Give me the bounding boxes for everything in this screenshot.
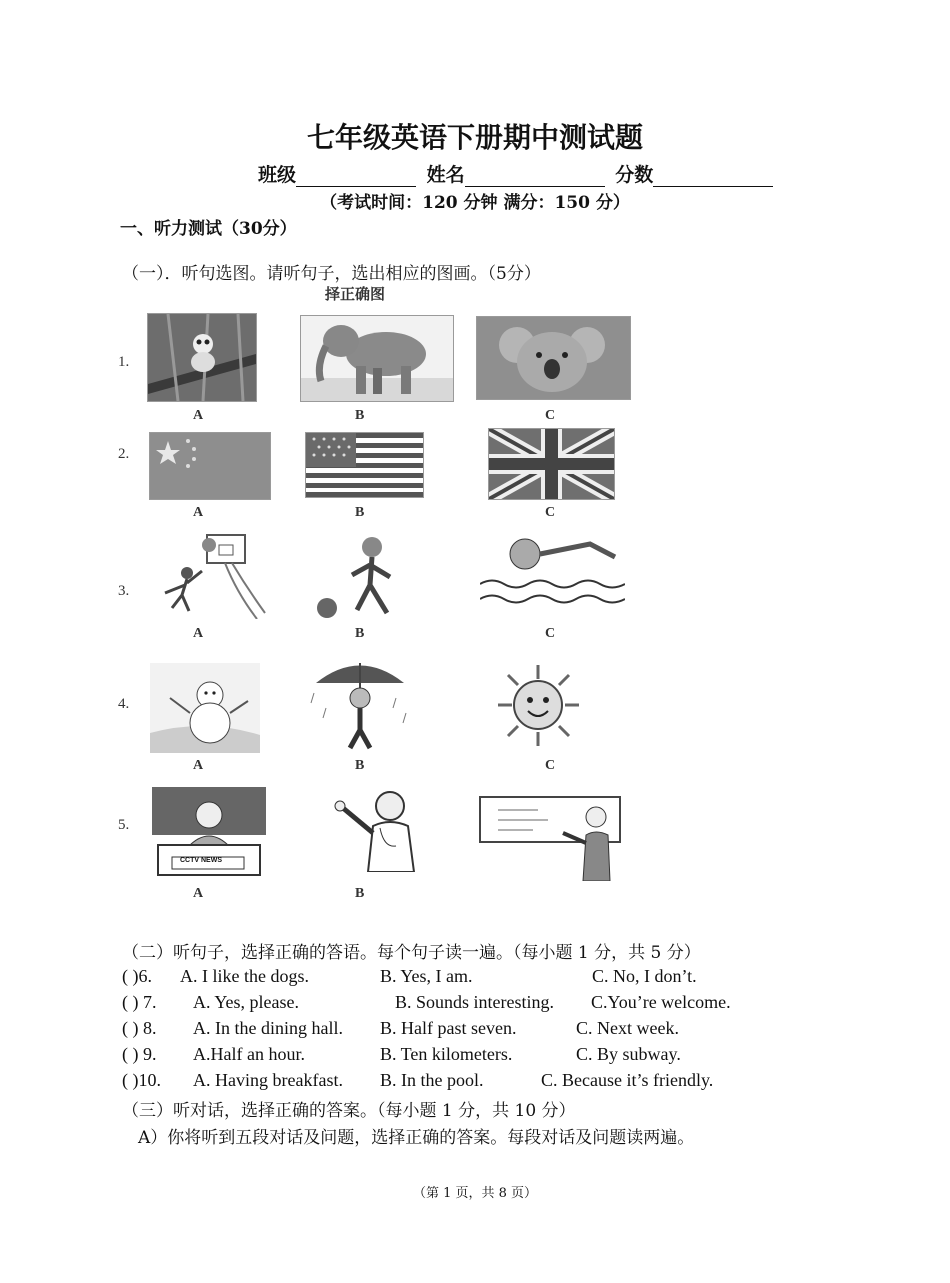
koala-icon[interactable] (476, 316, 631, 400)
name-blank (465, 166, 605, 187)
option-a[interactable]: A.Half an hour. (193, 1044, 305, 1064)
option-c[interactable]: C. By subway. (576, 1044, 681, 1064)
umbrella-rain-icon[interactable] (306, 658, 414, 750)
option-c[interactable]: C. Because it’s friendly. (541, 1070, 714, 1090)
option-a[interactable]: A. In the dining hall. (193, 1018, 343, 1038)
option-b[interactable]: B. Half past seven. (380, 1018, 517, 1038)
name-label: 姓名 (426, 164, 465, 186)
elephant-icon[interactable] (300, 315, 454, 402)
news-anchor-icon[interactable] (150, 785, 268, 877)
score-blank (653, 166, 773, 187)
option-a[interactable]: A. Having breakfast. (193, 1070, 343, 1090)
option-b[interactable]: B. Sounds interesting. (395, 992, 555, 1012)
option-b[interactable]: B. Ten kilometers. (380, 1044, 513, 1064)
swimming-icon[interactable] (480, 529, 625, 615)
sun-icon[interactable] (496, 663, 581, 748)
part2-heading: （二）听句子，选择正确的答语。每个句子读一遍。（每小题 1 分，共 5 分） (122, 943, 701, 963)
option-b[interactable]: B. In the pool. (380, 1070, 484, 1090)
option-label: B (355, 886, 365, 901)
page-footer: （第 1 页，共 8 页） (412, 1186, 538, 1201)
option-c[interactable]: C.You’re welcome. (591, 992, 731, 1012)
option-label: A (193, 626, 204, 641)
usa-flag-icon[interactable] (305, 432, 424, 498)
row-number: 5. (118, 817, 130, 833)
teacher-icon[interactable] (478, 795, 628, 881)
soccer-icon[interactable] (312, 535, 410, 621)
option-label: A (193, 505, 204, 520)
score-label: 分数 (615, 164, 654, 186)
row-number: 4. (118, 696, 130, 712)
question-prefix[interactable]: ( )6. (122, 966, 152, 986)
student-info-line (258, 160, 777, 187)
basketball-icon[interactable] (147, 533, 267, 619)
option-c[interactable]: C. No, I don’t. (592, 966, 697, 986)
section-heading-listening: 一、听力测试（30分） (120, 219, 297, 239)
class-blank (296, 166, 416, 187)
option-label: A (193, 408, 204, 423)
question-prefix[interactable]: ( ) 7. (122, 992, 157, 1012)
option-label: C (545, 626, 556, 641)
option-c[interactable]: C. Next week. (576, 1018, 679, 1038)
part1-heading: （一）．听句选图。请听句子，选出相应的图画。（5分） (122, 264, 541, 284)
option-label: C (545, 505, 556, 520)
exam-meta: （考试时间：120 分钟 满分：150 分） (320, 193, 630, 213)
question-prefix[interactable]: ( ) 8. (122, 1018, 157, 1038)
doctor-icon[interactable] (318, 788, 436, 872)
option-label: B (355, 505, 365, 520)
option-label: C (545, 758, 556, 773)
news-caption: CCTV NEWS (180, 857, 222, 864)
snowman-icon[interactable] (150, 663, 260, 753)
china-flag-icon[interactable] (149, 432, 271, 500)
question-prefix[interactable]: ( ) 9. (122, 1044, 157, 1064)
class-label: 班级 (258, 164, 297, 186)
option-b[interactable]: B. Yes, I am. (380, 966, 473, 986)
option-label: B (355, 408, 365, 423)
option-label: A (193, 886, 204, 901)
row-number: 3. (118, 583, 130, 599)
option-label: B (355, 626, 365, 641)
part3-sub-a: A）你将听到五段对话及问题，选择正确的答案。每段对话及问题读两遍。 (138, 1128, 695, 1148)
option-label: B (355, 758, 365, 773)
option-a[interactable]: A. Yes, please. (193, 992, 299, 1012)
picture-grid-title: 择正确图 (325, 285, 386, 303)
option-a[interactable]: A. I like the dogs. (180, 966, 309, 986)
row-number: 2. (118, 446, 130, 462)
row-number: 1. (118, 354, 130, 370)
page-title: 七年级英语下册期中测试题 (306, 121, 643, 154)
option-label: C (545, 408, 556, 423)
part3-heading: （三）听对话，选择正确的答案。（每小题 1 分，共 10 分） (122, 1101, 576, 1121)
question-prefix[interactable]: ( )10. (122, 1070, 161, 1090)
panda-icon[interactable] (147, 313, 257, 402)
uk-flag-icon[interactable] (488, 428, 615, 500)
option-label: A (193, 758, 204, 773)
